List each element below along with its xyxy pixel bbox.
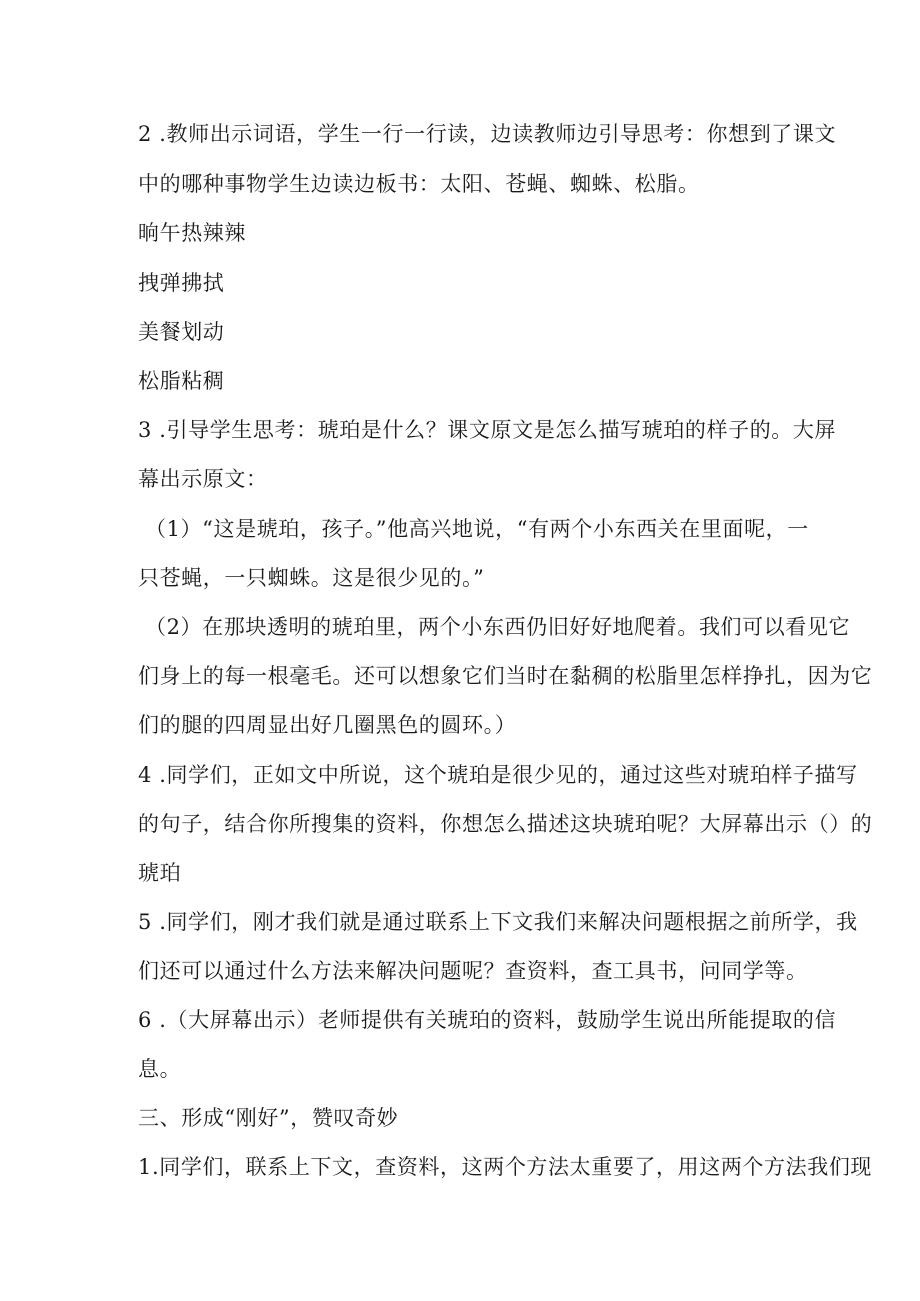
paragraph-5-line-2: 们还可以通过什么方法来解决问题呢？查资料，查工具书，问同学等。 [138,959,808,983]
paragraph-5-line-1: 5 .同学们，刚才我们就是通过联系上下文我们来解决问题根据之前所学，我 [138,910,858,934]
paragraph-4-line-1: 4 .同学们，正如文中所说，这个琥珀是很少见的，通过这些对琥珀样子描写 [138,763,858,787]
paragraph-3-line-1: 3 .引导学生思考：琥珀是什么？课文原文是怎么描写琥珀的样子的。大屏 [138,418,837,442]
quote-1-line-2: 只苍蝇，一只蜘蛛。这是很少见的。” [138,566,485,590]
word-line-3: 美餐划动 [138,320,225,344]
word-line-1: 晌午热辣辣 [138,221,246,245]
word-line-4: 松脂粘稠 [138,369,225,393]
paragraph-4-line-2: 的句子，结合你所搜集的资料，你想怎么描述这块琥珀呢？大屏幕出示（）的 [138,812,873,836]
paragraph-6-line-1: 6 .（大屏幕出示）老师提供有关琥珀的资料，鼓励学生说出所能提取的信 [138,1008,837,1032]
paragraph-6-line-2: 息。 [138,1057,182,1081]
paragraph-2-line-1: 2 .教师出示词语，学生一行一行读，边读教师边引导思考：你想到了课文 [138,122,837,146]
word-line-2: 拽弹拂拭 [138,271,225,295]
paragraph-2-line-2: 中的哪种事物学生边读边板书：太阳、苍蝇、蜘蛛、松脂。 [138,172,700,196]
section-heading: 三、形成“刚好”，赞叹奇妙 [138,1106,399,1130]
paragraph-4-line-3: 琥珀 [138,861,182,885]
quote-2-line-1: （2）在那块透明的琥珀里，两个小东西仍旧好好地爬着。我们可以看见它 [145,615,851,639]
quote-2-line-3: 们的腿的四周显出好几圈黑色的圆环。） [138,713,517,737]
paragraph-3-line-2: 幕出示原文： [138,467,268,491]
quote-2-line-2: 们身上的每一根毫毛。还可以想象它们当时在黏稠的松脂里怎样挣扎，因为它 [138,664,873,688]
quote-1-line-1: （1）“这是琥珀，孩子。”他高兴地说，“有两个小东西关在里面呢，一 [145,517,809,541]
paragraph-7-line-1: 1.同学们，联系上下文，查资料，这两个方法太重要了，用这两个方法我们现 [138,1155,873,1179]
